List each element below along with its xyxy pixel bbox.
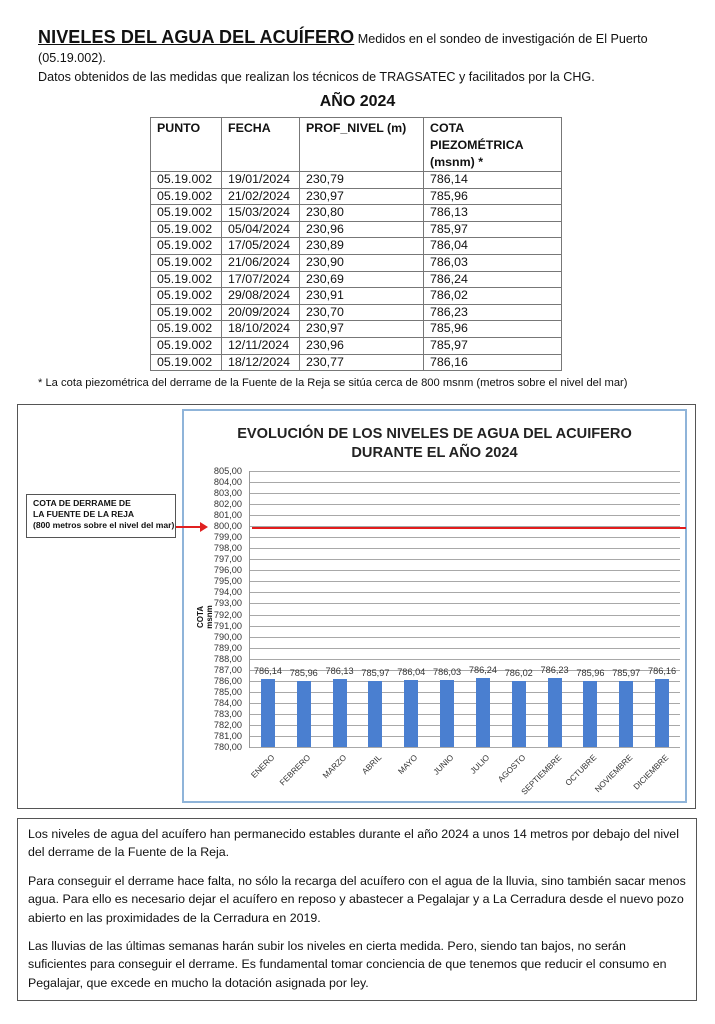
summary-paragraph-3: Las lluvias de las últimas semanas harán subir los niveles en cierta medida. Pero, siendo tan bajos, no serán suficientes para conseguir el derrame. Es fundamental tomar conciencia de que tenemos que reducir el consumo en Pegalajar, que excede en mucho la dotación asignada por ley. <box>28 939 667 990</box>
cell-punto: 05.19.002 <box>151 354 222 371</box>
bar-value-label: 786,23 <box>540 665 569 676</box>
gridline <box>250 603 680 604</box>
cell-punto: 05.19.002 <box>151 205 222 222</box>
cell-punto: 05.19.002 <box>151 321 222 338</box>
x-tick-label: DICIEMBRE <box>631 753 671 792</box>
cell-cota: 786,13 <box>424 205 562 222</box>
x-tick-label: MARZO <box>320 753 348 781</box>
table-title: AÑO 2024 <box>319 93 396 110</box>
column-header-cota-text: COTA PIEZOMÉTRICA (msnm) * <box>430 121 524 169</box>
table-row <box>151 354 562 371</box>
cell-prof-nivel: 230,79 <box>300 172 424 189</box>
cell-cota: 786,14 <box>424 172 562 189</box>
chart-frame <box>182 409 687 803</box>
cell-punto: 05.19.002 <box>151 172 222 189</box>
y-tick-label: 790,00 <box>213 631 242 642</box>
cell-fecha: 05/04/2024 <box>222 221 300 238</box>
document-header <box>38 28 708 87</box>
y-tick-label: 803,00 <box>213 488 242 499</box>
document-subtitle: Medidos en el sondeo de investigación de El Puerto (05.19.002). <box>38 32 648 65</box>
cell-punto: 05.19.002 <box>151 238 222 255</box>
bar-octubre <box>583 681 597 747</box>
summary-box <box>17 818 697 1001</box>
y-tick-label: 785,00 <box>213 686 242 697</box>
table-row <box>151 271 562 288</box>
y-tick-label: 780,00 <box>213 742 242 752</box>
cell-fecha: 20/09/2024 <box>222 304 300 321</box>
gridline <box>250 637 680 638</box>
bar-diciembre <box>655 679 669 747</box>
gridline <box>250 592 680 593</box>
chart-title-line-2: DURANTE EL AÑO 2024 <box>351 445 518 461</box>
gridline <box>250 471 680 472</box>
x-tick-label: NOVIEMBRE <box>593 753 635 795</box>
callout-line-2: LA FUENTE DE LA REJA <box>33 509 135 519</box>
cell-cota: 785,96 <box>424 321 562 338</box>
bar-value-label: 786,14 <box>253 666 282 677</box>
cell-cota: 786,04 <box>424 238 562 255</box>
y-tick-label: 782,00 <box>213 719 242 730</box>
column-header-prof-nivel: PROF_NIVEL (m) <box>300 118 424 172</box>
gridline <box>250 570 680 571</box>
table-row <box>151 288 562 305</box>
x-tick-label: FEBRERO <box>277 753 313 788</box>
bar-septiembre <box>548 678 562 747</box>
gridline <box>250 626 680 627</box>
bar-value-label: 785,96 <box>576 668 605 679</box>
bar-mayo <box>404 680 418 747</box>
x-tick-label: ENERO <box>249 753 277 780</box>
gridline <box>250 747 680 748</box>
table-row <box>151 238 562 255</box>
gridline <box>250 482 680 483</box>
gridline <box>250 681 680 682</box>
cell-fecha: 15/03/2024 <box>222 205 300 222</box>
cell-fecha: 18/10/2024 <box>222 321 300 338</box>
gridline <box>250 537 680 538</box>
cell-cota: 785,97 <box>424 221 562 238</box>
cell-prof-nivel: 230,96 <box>300 221 424 238</box>
cell-punto: 05.19.002 <box>151 304 222 321</box>
y-tick-label: 799,00 <box>213 532 242 543</box>
gridline <box>250 615 680 616</box>
chart-title-line-1: EVOLUCIÓN DE LOS NIVELES DE AGUA DEL ACUIFERO <box>237 426 632 442</box>
cell-fecha: 12/11/2024 <box>222 337 300 354</box>
bar-junio <box>440 680 454 747</box>
cell-cota: 785,97 <box>424 337 562 354</box>
bar-value-label: 785,97 <box>612 668 641 679</box>
document-title: NIVELES DEL AGUA DEL ACUÍFERO <box>38 27 355 47</box>
y-axis <box>249 471 250 748</box>
measurements-table <box>150 117 562 371</box>
y-tick-label: 804,00 <box>213 477 242 488</box>
gridline <box>250 581 680 582</box>
gridline <box>250 703 680 704</box>
y-tick-label: 784,00 <box>213 697 242 708</box>
x-tick-label: MAYO <box>396 753 420 776</box>
cell-punto: 05.19.002 <box>151 288 222 305</box>
summary-paragraph-1: Los niveles de agua del acuífero han permanecido estables durante el año 2024 a unos 14 metros por debajo del nivel del derrame de la Fuente de la Reja. <box>28 827 679 860</box>
table-header-row <box>151 118 562 172</box>
cell-fecha: 21/06/2024 <box>222 254 300 271</box>
cell-punto: 05.19.002 <box>151 254 222 271</box>
y-tick-label: 794,00 <box>213 587 242 598</box>
table-row <box>151 221 562 238</box>
cell-punto: 05.19.002 <box>151 188 222 205</box>
cell-cota: 786,03 <box>424 254 562 271</box>
y-tick-label: 789,00 <box>213 642 242 653</box>
bar-value-label: 786,16 <box>648 665 677 676</box>
cell-cota: 785,96 <box>424 188 562 205</box>
bar-agosto <box>512 681 526 747</box>
gridline <box>250 648 680 649</box>
cell-punto: 05.19.002 <box>151 221 222 238</box>
gridline <box>250 736 680 737</box>
bar-julio <box>476 678 490 747</box>
cell-fecha: 17/07/2024 <box>222 271 300 288</box>
y-tick-label: 798,00 <box>213 543 242 554</box>
cell-cota: 786,02 <box>424 288 562 305</box>
table-row <box>151 304 562 321</box>
cell-fecha: 18/12/2024 <box>222 354 300 371</box>
gridline <box>250 559 680 560</box>
overflow-level-callout <box>26 494 176 538</box>
arrow-right-icon <box>176 526 202 528</box>
column-header-punto: PUNTO <box>151 118 222 172</box>
gridline <box>250 725 680 726</box>
column-header-cota <box>424 118 562 172</box>
cell-prof-nivel: 230,69 <box>300 271 424 288</box>
cell-prof-nivel: 230,77 <box>300 354 424 371</box>
summary-paragraph-2: Para conseguir el derrame hace falta, no sólo la recarga del acuífero con el agua de la lluvia, sino también sacar menos agua. Para ello es necesario dejar el acuífero en reposo y abastecer a Pegalajar y a La Cerradura desde el nuevo pozo abierto en las proximidades de la Cerradura en 2019. <box>28 873 686 925</box>
y-tick-label: 800,00 <box>213 521 242 532</box>
y-axis-label: COTA msnm <box>196 605 214 629</box>
cell-punto: 05.19.002 <box>151 271 222 288</box>
bar-enero <box>261 679 275 747</box>
cell-prof-nivel: 230,97 <box>300 188 424 205</box>
cell-prof-nivel: 230,91 <box>300 288 424 305</box>
x-tick-label: OCTUBRE <box>564 753 599 788</box>
bar-value-label: 786,13 <box>325 666 354 677</box>
bar-value-label: 785,96 <box>289 668 318 679</box>
x-tick-label: AGOSTO <box>496 753 528 785</box>
y-tick-label: 783,00 <box>213 708 242 719</box>
cell-prof-nivel: 230,80 <box>300 205 424 222</box>
callout-line-3: (800 metros sobre el nivel del mar) <box>33 520 175 530</box>
table-row <box>151 337 562 354</box>
y-tick-label: 781,00 <box>213 730 242 741</box>
cell-fecha: 21/02/2024 <box>222 188 300 205</box>
y-tick-label: 796,00 <box>213 565 242 576</box>
chart-title <box>182 425 687 463</box>
bar-marzo <box>333 679 347 747</box>
cell-prof-nivel: 230,90 <box>300 254 424 271</box>
y-tick-label: 786,00 <box>213 675 242 686</box>
cell-cota: 786,16 <box>424 354 562 371</box>
x-tick-label: JUNIO <box>431 753 456 777</box>
x-tick-label: SEPTIEMBRE <box>519 753 563 797</box>
y-tick-label: 792,00 <box>213 609 242 620</box>
bar-value-label: 786,24 <box>468 665 497 676</box>
column-header-fecha: FECHA <box>222 118 300 172</box>
callout-line-1: COTA DE DERRAME DE <box>33 498 131 508</box>
cell-fecha: 17/05/2024 <box>222 238 300 255</box>
table-row <box>151 205 562 222</box>
y-tick-label: 795,00 <box>213 576 242 587</box>
table-row <box>151 321 562 338</box>
cell-fecha: 19/01/2024 <box>222 172 300 189</box>
bar-febrero <box>297 681 311 747</box>
footnote: * La cota piezométrica del derrame de la Fuente de la Reja se sitúa cerca de 800 msnm (metros sobre el nivel del mar) <box>38 377 628 389</box>
y-tick-label: 797,00 <box>213 554 242 565</box>
bar-value-label: 785,97 <box>361 668 390 679</box>
cell-punto: 05.19.002 <box>151 337 222 354</box>
y-tick-label: 802,00 <box>213 499 242 510</box>
gridline <box>250 659 680 660</box>
cell-prof-nivel: 230,96 <box>300 337 424 354</box>
bar-noviembre <box>619 681 633 747</box>
y-tick-label: 791,00 <box>213 620 242 631</box>
y-tick-label: 801,00 <box>213 510 242 521</box>
x-tick-label: JULIO <box>468 753 492 776</box>
y-tick-label: 788,00 <box>213 653 242 664</box>
y-tick-label: 805,00 <box>213 466 242 476</box>
y-tick-label: 787,00 <box>213 664 242 675</box>
cell-prof-nivel: 230,70 <box>300 304 424 321</box>
x-tick-label: ABRIL <box>360 753 384 777</box>
bar-value-label: 786,02 <box>504 667 533 678</box>
gridline <box>250 692 680 693</box>
document-source-note: Datos obtenidos de las medidas que realizan los técnicos de TRAGSATEC y facilitados por la CHG. <box>38 70 595 84</box>
bar-value-label: 786,03 <box>433 667 462 678</box>
table-row <box>151 172 562 189</box>
gridline <box>250 493 680 494</box>
gridline <box>250 515 680 516</box>
gridline <box>250 504 680 505</box>
gridline <box>250 548 680 549</box>
cell-fecha: 29/08/2024 <box>222 288 300 305</box>
overflow-reference-line <box>252 527 686 529</box>
gridline <box>250 714 680 715</box>
cell-prof-nivel: 230,97 <box>300 321 424 338</box>
table-row <box>151 254 562 271</box>
cell-cota: 786,24 <box>424 271 562 288</box>
table-row <box>151 188 562 205</box>
cell-cota: 786,23 <box>424 304 562 321</box>
bar-abril <box>368 681 382 747</box>
cell-prof-nivel: 230,89 <box>300 238 424 255</box>
y-tick-label: 793,00 <box>213 598 242 609</box>
bar-value-label: 786,04 <box>397 667 426 678</box>
